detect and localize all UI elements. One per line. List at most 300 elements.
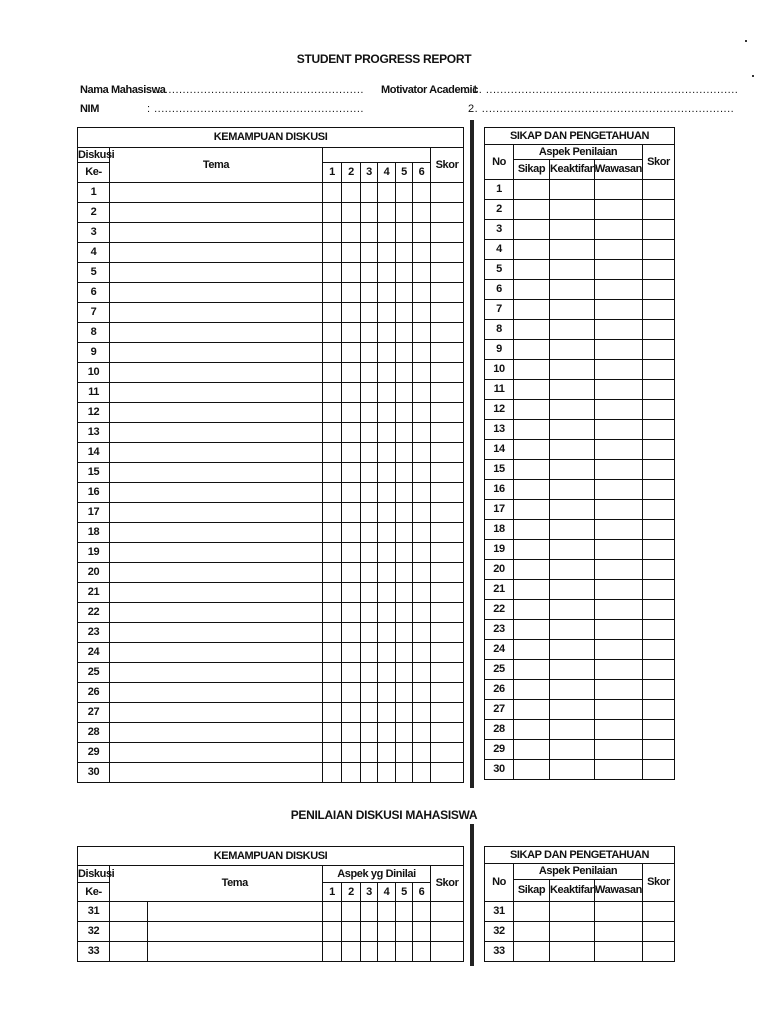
- entry-cell[interactable]: [396, 363, 413, 383]
- entry-cell[interactable]: [550, 580, 595, 600]
- entry-cell[interactable]: [396, 723, 413, 743]
- entry-cell[interactable]: [595, 560, 643, 580]
- entry-cell[interactable]: [431, 463, 464, 483]
- entry-cell[interactable]: [514, 200, 550, 220]
- entry-cell[interactable]: [361, 683, 378, 703]
- entry-cell[interactable]: [431, 503, 464, 523]
- entry-cell[interactable]: [323, 243, 342, 263]
- entry-cell[interactable]: [378, 283, 396, 303]
- entry-cell[interactable]: [361, 942, 378, 962]
- entry-cell[interactable]: [342, 603, 361, 623]
- entry-cell[interactable]: [643, 200, 675, 220]
- entry-cell[interactable]: [396, 563, 413, 583]
- entry-cell[interactable]: [413, 463, 431, 483]
- entry-cell[interactable]: [595, 380, 643, 400]
- entry-cell[interactable]: [514, 240, 550, 260]
- entry-cell[interactable]: [323, 503, 342, 523]
- entry-cell[interactable]: [643, 220, 675, 240]
- entry-cell[interactable]: [396, 223, 413, 243]
- entry-cell[interactable]: [514, 360, 550, 380]
- entry-cell[interactable]: [378, 463, 396, 483]
- entry-cell[interactable]: [413, 942, 431, 962]
- entry-cell[interactable]: [431, 663, 464, 683]
- entry-cell[interactable]: [342, 563, 361, 583]
- entry-cell[interactable]: [361, 183, 378, 203]
- entry-cell[interactable]: [643, 902, 675, 922]
- entry-cell[interactable]: [378, 942, 396, 962]
- entry-cell[interactable]: [514, 400, 550, 420]
- entry-cell[interactable]: [110, 183, 323, 203]
- entry-cell[interactable]: [110, 363, 323, 383]
- entry-cell[interactable]: [396, 703, 413, 723]
- entry-cell[interactable]: [378, 643, 396, 663]
- entry-cell[interactable]: [361, 743, 378, 763]
- entry-cell[interactable]: [342, 683, 361, 703]
- entry-cell[interactable]: [378, 723, 396, 743]
- entry-cell[interactable]: [396, 763, 413, 783]
- entry-cell[interactable]: [342, 463, 361, 483]
- entry-cell[interactable]: [396, 683, 413, 703]
- entry-cell[interactable]: [595, 740, 643, 760]
- entry-cell[interactable]: [396, 383, 413, 403]
- entry-cell[interactable]: [431, 543, 464, 563]
- entry-cell[interactable]: [323, 323, 342, 343]
- entry-cell[interactable]: [396, 423, 413, 443]
- entry-cell[interactable]: [378, 183, 396, 203]
- entry-cell[interactable]: [550, 500, 595, 520]
- entry-cell[interactable]: [595, 680, 643, 700]
- entry-cell[interactable]: [361, 303, 378, 323]
- entry-cell[interactable]: [110, 503, 323, 523]
- entry-cell[interactable]: [413, 303, 431, 323]
- entry-cell[interactable]: [342, 902, 361, 922]
- entry-cell[interactable]: [361, 343, 378, 363]
- entry-cell[interactable]: [643, 480, 675, 500]
- entry-cell[interactable]: [550, 220, 595, 240]
- entry-cell[interactable]: [550, 660, 595, 680]
- entry-cell[interactable]: [110, 723, 323, 743]
- entry-cell[interactable]: [413, 203, 431, 223]
- entry-cell[interactable]: [431, 303, 464, 323]
- entry-cell[interactable]: [413, 583, 431, 603]
- motivator-1-field[interactable]: : 1. .......................................................................: [465, 84, 739, 96]
- entry-cell[interactable]: [396, 902, 413, 922]
- entry-cell[interactable]: [342, 283, 361, 303]
- nim-field[interactable]: : ...........................................................: [147, 103, 364, 115]
- entry-cell[interactable]: [323, 922, 342, 942]
- entry-cell[interactable]: [595, 260, 643, 280]
- entry-cell[interactable]: [550, 560, 595, 580]
- entry-cell[interactable]: [396, 603, 413, 623]
- entry-cell[interactable]: [378, 583, 396, 603]
- entry-cell[interactable]: [413, 483, 431, 503]
- entry-cell[interactable]: [323, 643, 342, 663]
- entry-cell[interactable]: [431, 283, 464, 303]
- entry-cell[interactable]: [396, 503, 413, 523]
- entry-cell[interactable]: [550, 440, 595, 460]
- entry-cell[interactable]: [643, 240, 675, 260]
- entry-cell[interactable]: [378, 763, 396, 783]
- entry-cell[interactable]: [361, 603, 378, 623]
- entry-cell[interactable]: [342, 723, 361, 743]
- entry-cell[interactable]: [595, 180, 643, 200]
- entry-cell[interactable]: [643, 320, 675, 340]
- entry-cell[interactable]: [110, 263, 323, 283]
- entry-cell[interactable]: [361, 403, 378, 423]
- entry-cell[interactable]: [323, 703, 342, 723]
- entry-cell[interactable]: [396, 203, 413, 223]
- entry-cell[interactable]: [342, 703, 361, 723]
- entry-cell[interactable]: [378, 902, 396, 922]
- entry-cell[interactable]: [323, 443, 342, 463]
- entry-cell[interactable]: [396, 243, 413, 263]
- entry-cell[interactable]: [323, 763, 342, 783]
- entry-cell[interactable]: [643, 942, 675, 962]
- entry-cell[interactable]: [550, 420, 595, 440]
- entry-cell[interactable]: [110, 223, 323, 243]
- entry-cell[interactable]: [110, 763, 323, 783]
- entry-cell[interactable]: [431, 523, 464, 543]
- entry-cell[interactable]: [595, 480, 643, 500]
- entry-cell[interactable]: [514, 740, 550, 760]
- entry-cell[interactable]: [361, 543, 378, 563]
- entry-cell[interactable]: [323, 603, 342, 623]
- entry-cell[interactable]: [342, 942, 361, 962]
- entry-cell[interactable]: [595, 220, 643, 240]
- entry-cell[interactable]: [378, 523, 396, 543]
- entry-cell[interactable]: [550, 200, 595, 220]
- entry-cell[interactable]: [323, 743, 342, 763]
- entry-cell[interactable]: [342, 223, 361, 243]
- entry-cell[interactable]: [396, 942, 413, 962]
- entry-cell[interactable]: [643, 740, 675, 760]
- entry-cell[interactable]: [413, 723, 431, 743]
- entry-cell[interactable]: [413, 423, 431, 443]
- entry-cell[interactable]: [595, 922, 643, 942]
- entry-cell[interactable]: [342, 922, 361, 942]
- entry-cell[interactable]: [342, 263, 361, 283]
- entry-cell[interactable]: [323, 383, 342, 403]
- entry-cell[interactable]: [595, 200, 643, 220]
- entry-cell[interactable]: [643, 300, 675, 320]
- entry-cell[interactable]: [110, 683, 323, 703]
- entry-cell[interactable]: [413, 403, 431, 423]
- entry-cell[interactable]: [323, 663, 342, 683]
- entry-cell[interactable]: [413, 543, 431, 563]
- entry-cell[interactable]: [342, 203, 361, 223]
- entry-cell[interactable]: [361, 723, 378, 743]
- entry-cell[interactable]: [514, 902, 550, 922]
- entry-cell[interactable]: [378, 243, 396, 263]
- entry-cell[interactable]: [323, 902, 342, 922]
- entry-cell[interactable]: [550, 700, 595, 720]
- entry-cell[interactable]: [431, 323, 464, 343]
- entry-cell[interactable]: [595, 320, 643, 340]
- entry-cell[interactable]: [413, 643, 431, 663]
- entry-cell[interactable]: [643, 380, 675, 400]
- entry-cell[interactable]: [595, 440, 643, 460]
- entry-cell[interactable]: [413, 743, 431, 763]
- entry-cell[interactable]: [323, 223, 342, 243]
- entry-cell[interactable]: [361, 483, 378, 503]
- entry-cell[interactable]: [361, 423, 378, 443]
- entry-cell[interactable]: [431, 263, 464, 283]
- entry-cell[interactable]: [378, 623, 396, 643]
- entry-cell[interactable]: [595, 500, 643, 520]
- entry-cell[interactable]: [110, 403, 323, 423]
- entry-cell[interactable]: [342, 483, 361, 503]
- entry-cell[interactable]: [378, 403, 396, 423]
- entry-cell[interactable]: [431, 403, 464, 423]
- entry-cell[interactable]: [413, 763, 431, 783]
- entry-cell[interactable]: [431, 583, 464, 603]
- entry-cell[interactable]: [378, 323, 396, 343]
- entry-cell[interactable]: [361, 383, 378, 403]
- entry-cell[interactable]: [342, 343, 361, 363]
- entry-cell[interactable]: [378, 343, 396, 363]
- entry-cell[interactable]: [595, 460, 643, 480]
- entry-cell[interactable]: [323, 283, 342, 303]
- entry-cell[interactable]: [643, 700, 675, 720]
- entry-cell[interactable]: [550, 260, 595, 280]
- entry-cell[interactable]: [413, 263, 431, 283]
- entry-cell[interactable]: [396, 663, 413, 683]
- entry-cell[interactable]: [110, 543, 323, 563]
- entry-cell[interactable]: [431, 703, 464, 723]
- entry-cell[interactable]: [643, 440, 675, 460]
- entry-cell[interactable]: [550, 360, 595, 380]
- entry-cell[interactable]: [643, 760, 675, 780]
- entry-cell[interactable]: [550, 540, 595, 560]
- entry-cell[interactable]: [110, 423, 323, 443]
- entry-cell[interactable]: [514, 300, 550, 320]
- entry-cell[interactable]: [396, 643, 413, 663]
- entry-cell[interactable]: [514, 280, 550, 300]
- entry-cell[interactable]: [431, 223, 464, 243]
- entry-cell[interactable]: [514, 460, 550, 480]
- entry-cell[interactable]: [550, 922, 595, 942]
- entry-cell[interactable]: [413, 563, 431, 583]
- entry-cell[interactable]: [413, 902, 431, 922]
- entry-cell[interactable]: [550, 340, 595, 360]
- motivator-2-field[interactable]: 2. .......................................................................: [468, 103, 735, 115]
- entry-cell[interactable]: [431, 942, 464, 962]
- entry-cell[interactable]: [595, 902, 643, 922]
- entry-cell[interactable]: [323, 683, 342, 703]
- entry-cell[interactable]: [148, 902, 323, 922]
- entry-cell[interactable]: [396, 283, 413, 303]
- entry-cell[interactable]: [342, 523, 361, 543]
- entry-cell[interactable]: [431, 902, 464, 922]
- entry-cell[interactable]: [595, 720, 643, 740]
- entry-cell[interactable]: [378, 263, 396, 283]
- entry-cell[interactable]: [595, 360, 643, 380]
- entry-cell[interactable]: [643, 280, 675, 300]
- entry-cell[interactable]: [342, 383, 361, 403]
- entry-cell[interactable]: [550, 280, 595, 300]
- entry-cell[interactable]: [431, 922, 464, 942]
- entry-cell[interactable]: [413, 523, 431, 543]
- entry-cell[interactable]: [514, 260, 550, 280]
- entry-cell[interactable]: [342, 363, 361, 383]
- entry-cell[interactable]: [413, 663, 431, 683]
- entry-cell[interactable]: [110, 902, 148, 922]
- entry-cell[interactable]: [431, 183, 464, 203]
- entry-cell[interactable]: [550, 240, 595, 260]
- entry-cell[interactable]: [110, 443, 323, 463]
- entry-cell[interactable]: [514, 220, 550, 240]
- entry-cell[interactable]: [361, 663, 378, 683]
- entry-cell[interactable]: [643, 400, 675, 420]
- entry-cell[interactable]: [110, 703, 323, 723]
- entry-cell[interactable]: [342, 423, 361, 443]
- entry-cell[interactable]: [378, 683, 396, 703]
- entry-cell[interactable]: [110, 323, 323, 343]
- entry-cell[interactable]: [323, 403, 342, 423]
- entry-cell[interactable]: [378, 743, 396, 763]
- entry-cell[interactable]: [396, 443, 413, 463]
- entry-cell[interactable]: [550, 680, 595, 700]
- entry-cell[interactable]: [431, 563, 464, 583]
- entry-cell[interactable]: [550, 460, 595, 480]
- entry-cell[interactable]: [431, 443, 464, 463]
- entry-cell[interactable]: [378, 383, 396, 403]
- entry-cell[interactable]: [643, 620, 675, 640]
- entry-cell[interactable]: [643, 640, 675, 660]
- entry-cell[interactable]: [643, 420, 675, 440]
- entry-cell[interactable]: [342, 543, 361, 563]
- entry-cell[interactable]: [514, 380, 550, 400]
- entry-cell[interactable]: [595, 760, 643, 780]
- entry-cell[interactable]: [378, 203, 396, 223]
- entry-cell[interactable]: [413, 703, 431, 723]
- entry-cell[interactable]: [431, 723, 464, 743]
- entry-cell[interactable]: [396, 623, 413, 643]
- entry-cell[interactable]: [431, 623, 464, 643]
- entry-cell[interactable]: [110, 383, 323, 403]
- entry-cell[interactable]: [396, 922, 413, 942]
- entry-cell[interactable]: [413, 603, 431, 623]
- entry-cell[interactable]: [361, 283, 378, 303]
- entry-cell[interactable]: [595, 300, 643, 320]
- entry-cell[interactable]: [550, 720, 595, 740]
- entry-cell[interactable]: [514, 480, 550, 500]
- entry-cell[interactable]: [396, 343, 413, 363]
- entry-cell[interactable]: [323, 263, 342, 283]
- entry-cell[interactable]: [342, 403, 361, 423]
- entry-cell[interactable]: [514, 720, 550, 740]
- entry-cell[interactable]: [361, 243, 378, 263]
- entry-cell[interactable]: [643, 460, 675, 480]
- entry-cell[interactable]: [361, 643, 378, 663]
- entry-cell[interactable]: [595, 620, 643, 640]
- entry-cell[interactable]: [643, 680, 675, 700]
- entry-cell[interactable]: [413, 683, 431, 703]
- entry-cell[interactable]: [643, 520, 675, 540]
- entry-cell[interactable]: [413, 183, 431, 203]
- entry-cell[interactable]: [110, 483, 323, 503]
- entry-cell[interactable]: [595, 540, 643, 560]
- entry-cell[interactable]: [361, 463, 378, 483]
- entry-cell[interactable]: [378, 303, 396, 323]
- entry-cell[interactable]: [378, 363, 396, 383]
- entry-cell[interactable]: [323, 423, 342, 443]
- entry-cell[interactable]: [342, 583, 361, 603]
- entry-cell[interactable]: [342, 743, 361, 763]
- entry-cell[interactable]: [514, 520, 550, 540]
- entry-cell[interactable]: [323, 723, 342, 743]
- entry-cell[interactable]: [110, 343, 323, 363]
- entry-cell[interactable]: [431, 483, 464, 503]
- entry-cell[interactable]: [110, 563, 323, 583]
- entry-cell[interactable]: [323, 583, 342, 603]
- entry-cell[interactable]: [378, 423, 396, 443]
- entry-cell[interactable]: [643, 660, 675, 680]
- entry-cell[interactable]: [323, 563, 342, 583]
- entry-cell[interactable]: [431, 243, 464, 263]
- entry-cell[interactable]: [323, 463, 342, 483]
- entry-cell[interactable]: [643, 340, 675, 360]
- entry-cell[interactable]: [110, 623, 323, 643]
- entry-cell[interactable]: [361, 563, 378, 583]
- entry-cell[interactable]: [643, 560, 675, 580]
- entry-cell[interactable]: [514, 420, 550, 440]
- entry-cell[interactable]: [378, 563, 396, 583]
- entry-cell[interactable]: [514, 922, 550, 942]
- entry-cell[interactable]: [550, 380, 595, 400]
- entry-cell[interactable]: [643, 600, 675, 620]
- entry-cell[interactable]: [595, 700, 643, 720]
- entry-cell[interactable]: [514, 560, 550, 580]
- entry-cell[interactable]: [643, 180, 675, 200]
- entry-cell[interactable]: [550, 942, 595, 962]
- entry-cell[interactable]: [148, 942, 323, 962]
- entry-cell[interactable]: [550, 600, 595, 620]
- entry-cell[interactable]: [413, 243, 431, 263]
- entry-cell[interactable]: [431, 203, 464, 223]
- entry-cell[interactable]: [342, 643, 361, 663]
- entry-cell[interactable]: [514, 580, 550, 600]
- entry-cell[interactable]: [643, 500, 675, 520]
- entry-cell[interactable]: [110, 603, 323, 623]
- entry-cell[interactable]: [342, 663, 361, 683]
- entry-cell[interactable]: [431, 603, 464, 623]
- entry-cell[interactable]: [342, 443, 361, 463]
- entry-cell[interactable]: [550, 740, 595, 760]
- entry-cell[interactable]: [431, 343, 464, 363]
- entry-cell[interactable]: [431, 683, 464, 703]
- entry-cell[interactable]: [431, 363, 464, 383]
- entry-cell[interactable]: [378, 503, 396, 523]
- entry-cell[interactable]: [110, 243, 323, 263]
- entry-cell[interactable]: [431, 643, 464, 663]
- entry-cell[interactable]: [595, 520, 643, 540]
- entry-cell[interactable]: [396, 483, 413, 503]
- entry-cell[interactable]: [378, 483, 396, 503]
- entry-cell[interactable]: [110, 743, 323, 763]
- entry-cell[interactable]: [514, 440, 550, 460]
- entry-cell[interactable]: [396, 403, 413, 423]
- entry-cell[interactable]: [110, 463, 323, 483]
- entry-cell[interactable]: [514, 680, 550, 700]
- entry-cell[interactable]: [361, 203, 378, 223]
- entry-cell[interactable]: [323, 543, 342, 563]
- entry-cell[interactable]: [595, 240, 643, 260]
- entry-cell[interactable]: [110, 203, 323, 223]
- entry-cell[interactable]: [361, 363, 378, 383]
- entry-cell[interactable]: [413, 363, 431, 383]
- entry-cell[interactable]: [550, 520, 595, 540]
